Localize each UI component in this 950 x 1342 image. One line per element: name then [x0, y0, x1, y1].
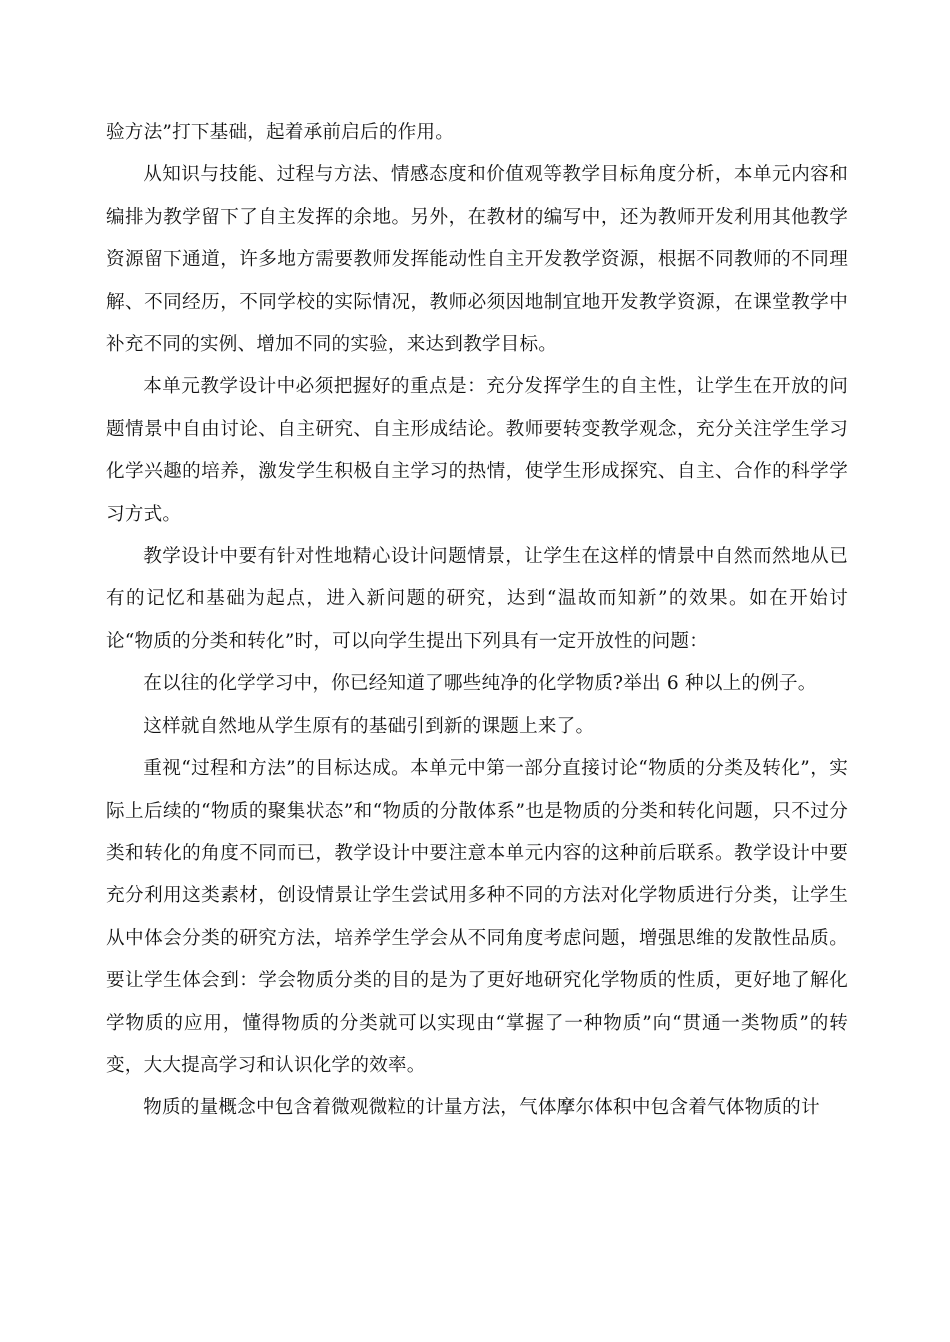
paragraph-transition: 这样就自然地从学生原有的基础引到新的课题上来了。 [143, 715, 595, 737]
paragraph-continuation: 验方法”打下基础，起着承前启后的作用。 [106, 122, 454, 143]
paragraph-amount-of-substance: 物质的量概念中包含着微观微粒的计量方法，气体摩尔体积中包含着气体物质的计 [143, 1097, 820, 1119]
document-body [106, 112, 848, 1130]
paragraph-problem-scenario: 教学设计中要有针对性地精心设计问题情景，让学生在这样的情景中自然而然地从已有的记忆和基础为起点，进入新问题的研究，达到“温故而知新”的效果。如在开始讨论“物质的分类和转化”时，可以向学生提出下列具有一定开放性的问题： [106, 546, 848, 652]
paragraph-design-focus: 本单元教学设计中必须把握好的重点是：充分发挥学生的自主性，让学生在开放的问题情景中自由讨论、自主研究、自主形成结论。教师要转变教学观念，充分关注学生学习化学兴趣的培养，激发学生积极自主学习的热情，使学生形成探究、自主、合作的科学学习方式。 [106, 376, 848, 525]
paragraph-process-methods: 重视“过程和方法”的目标达成。本单元中第一部分直接讨论“物质的分类及转化”，实际上后续的“物质的聚集状态”和“物质的分散体系”也是物质的分类和转化问题，只不过分类和转化的角度不同而已，教学设计中要注意本单元内容的这种前后联系。教学设计中要充分利用这类素材，创设情景让学生尝试用多种不同的方法对化学物质进行分类，让学生从中体会分类的研究方法，培养学生学会从不同角度考虑问题，增强思维的发散性品质。要让学生体会到：学会物质分类的目的是为了更好地研究化学物质的性质，更好地了解化学物质的应用，懂得物质的分类就可以实现由“掌握了一种物质”向“贯通一类物质”的转变，大大提高学习和认识化学的效率。 [106, 758, 848, 1076]
paragraph-example-question: 在以往的化学学习中，你已经知道了哪些纯净的化学物质?举出 6 种以上的例子。 [143, 673, 817, 695]
paragraph-teaching-goals: 从知识与技能、过程与方法、情感态度和价值观等教学目标角度分析，本单元内容和编排为教学留下了自主发挥的余地。另外，在教材的编写中，还为教师开发利用其他教学资源留下通道，许多地方需要教师发挥能动性自主开发教学资源，根据不同教师的不同理解、不同经历，不同学校的实际情况，教师必须因地制宜地开发教学资源，在课堂教学中补充不同的实例、增加不同的实验，来达到教学目标。 [106, 164, 848, 356]
